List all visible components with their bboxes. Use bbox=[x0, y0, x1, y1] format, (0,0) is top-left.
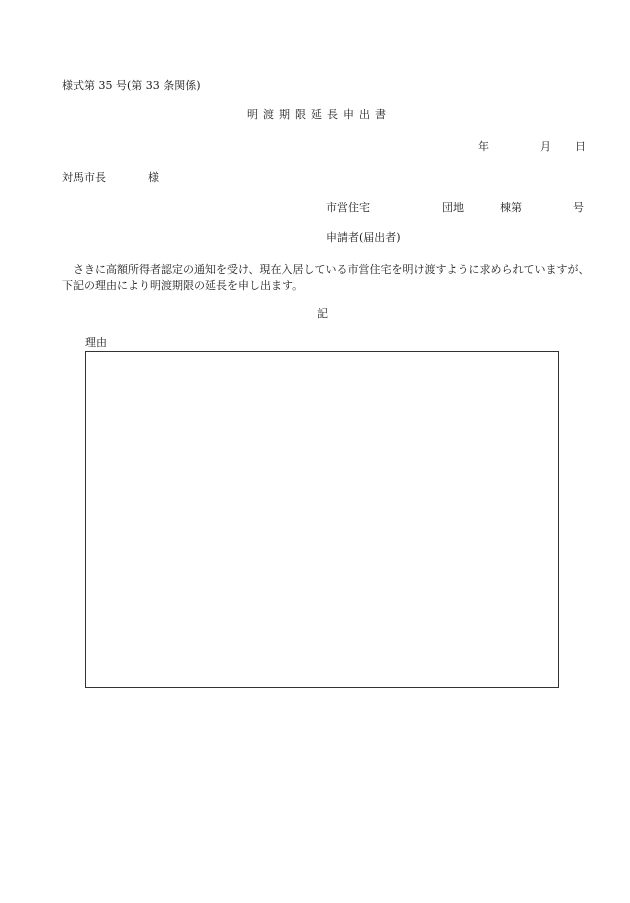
housing-label: 市営住宅 bbox=[326, 201, 370, 214]
body-text: さきに高額所得者認定の通知を受け、現在入居している市営住宅を明け渡すように求められていますが、下記の理由により明渡期限の延長を申し出ます。 bbox=[62, 263, 590, 292]
housing-line bbox=[326, 201, 584, 215]
reason-label: 理由 bbox=[85, 336, 107, 349]
addressee-name: 対馬市長 bbox=[62, 171, 106, 184]
building-label: 棟第 bbox=[500, 201, 522, 214]
estate-label: 団地 bbox=[442, 201, 464, 214]
day-label: 日 bbox=[575, 140, 586, 153]
year-label: 年 bbox=[478, 140, 489, 153]
applicant-label: 申請者(届出者) bbox=[326, 231, 401, 244]
addressee bbox=[62, 171, 159, 185]
reason-box[interactable] bbox=[85, 351, 559, 688]
number-label: 号 bbox=[573, 201, 584, 214]
addressee-honorific: 様 bbox=[148, 171, 159, 184]
date-line bbox=[478, 140, 586, 154]
ki-heading: 記 bbox=[317, 307, 328, 320]
month-label: 月 bbox=[540, 140, 551, 153]
form-number: 様式第 35 号(第 33 条関係) bbox=[62, 79, 201, 92]
document-title: 明渡期限延長申出書 bbox=[247, 108, 391, 121]
